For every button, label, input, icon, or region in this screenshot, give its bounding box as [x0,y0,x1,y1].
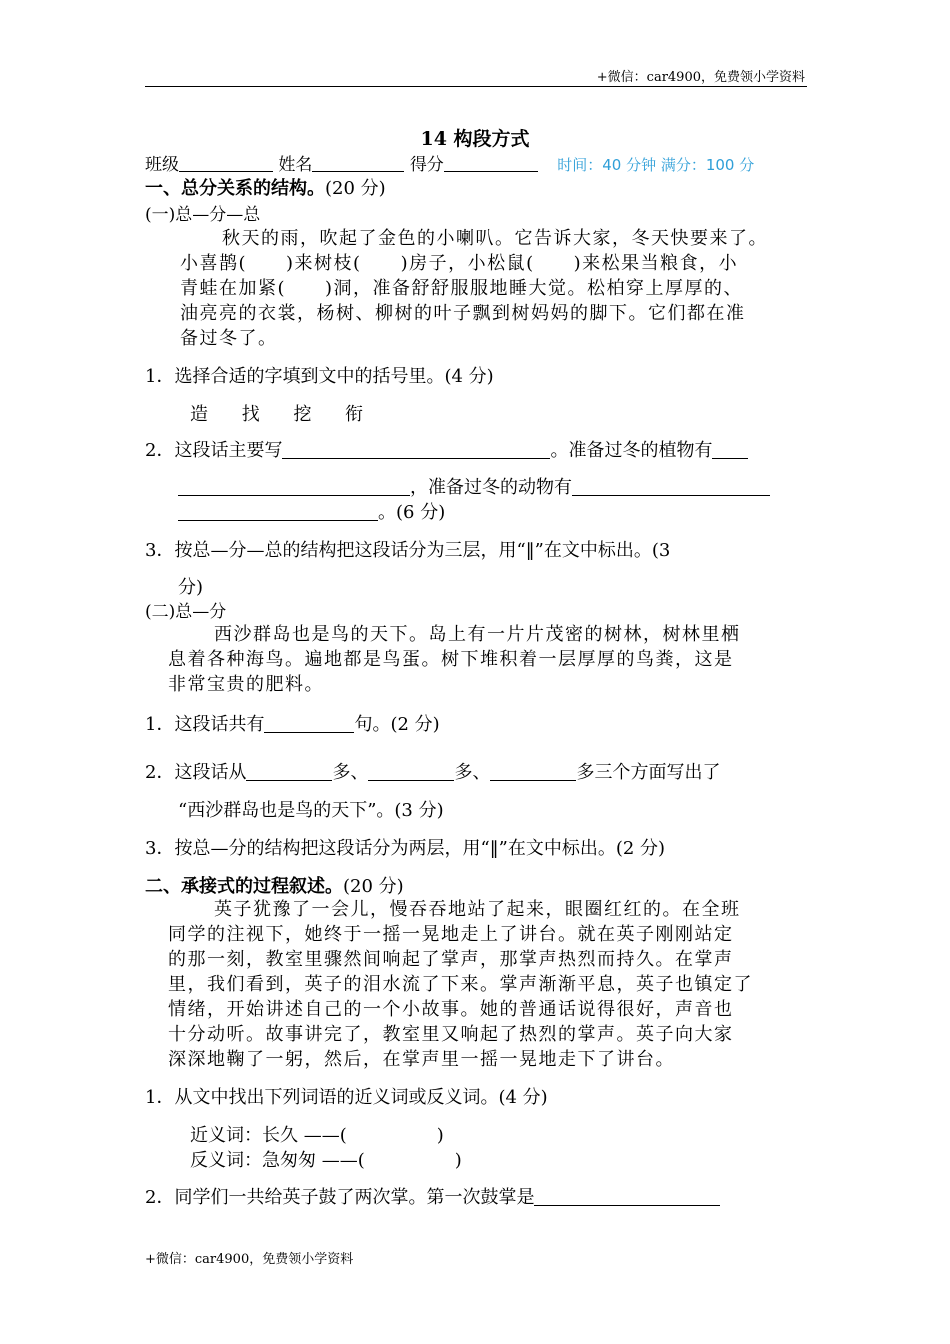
question-1-2-cont: ，准备过冬的动物有 [178,473,770,499]
answer-blank[interactable] [534,1187,720,1206]
question-1-1: 1．选择合适的字填到文中的括号里。(4 分) [145,366,494,387]
passage-line: 息着各种海鸟。遍地都是鸟蛋。树下堆积着一层厚厚的鸟粪，这是 [168,649,734,670]
answer-blank[interactable] [246,762,332,781]
passage-line: 小喜鹊( )来树枝( )房子，小松鼠( )来松果当粮食，小 [180,253,739,274]
question-1-2: 2．这段话主要写 。准备过冬的植物有 [145,436,748,462]
answer-blank[interactable] [572,477,770,496]
name-blank[interactable] [312,154,404,172]
answer-blank[interactable] [712,440,748,459]
antonym-line: 反义词：急匆匆 ——( ) [190,1150,462,1171]
question-1-3: 3．按总—分—总的结构把这段话分为三层，用“‖”在文中标出。(3 [145,540,671,561]
header-divider [145,86,807,87]
question-2-2-cont: “西沙群岛也是鸟的天下”。(3 分) [178,800,444,821]
question-1-3-cont: 分) [178,577,204,598]
name-label: 姓名 [278,155,313,175]
question-2-1: 1．这段话共有 句。(2 分) [145,714,440,735]
question-3-2: 2．同学们一共给英子鼓了两次掌。第一次鼓掌是 [145,1183,720,1209]
answer-blank[interactable] [368,762,454,781]
passage-2 [168,622,741,697]
passage-line: 十分动听。故事讲完了，教室里又响起了热烈的掌声。英子向大家 [168,1024,734,1045]
passage-line: 油亮亮的衣裳，杨树、柳树的叶子飘到树妈妈的脚下。它们都在准 [180,303,746,324]
passage-line: 的那一刻，教室里骤然间响起了掌声，那掌声热烈而持久。在掌声 [168,949,734,970]
class-blank[interactable] [179,154,273,172]
passage-line: 深深地鞠了一躬，然后，在掌声里一摇一晃地走下了讲台。 [168,1049,675,1070]
question-1-2-end: 。(6 分) [178,498,445,524]
passage-line: 里，我们看到，英子的泪水流了下来。掌声渐渐平息，英子也镇定了 [168,974,753,995]
passage-line: 西沙群岛也是鸟的天下。岛上有一片片茂密的树林，树林里栖 [214,624,741,645]
footer-note: +微信：car4900，免费领小学资料 [145,1252,354,1267]
question-2-2: 2．这段话从 多、 多、 多三个方面写出了 [145,762,721,783]
part-1-title: (一)总—分—总 [145,205,261,225]
score-blank[interactable] [444,154,538,172]
passage-line: 同学的注视下，她终于一摇一晃地走上了讲台。就在英子刚刚站定 [168,924,734,945]
section-1-title: 一、总分关系的结构。(20 分) [145,178,386,199]
question-3-1: 1．从文中找出下列词语的近义词或反义词。(4 分) [145,1087,548,1108]
passage-line: 秋天的雨，吹起了金色的小喇叭。它告诉大家，冬天快要来了。 [222,228,768,249]
answer-blank[interactable] [490,762,576,781]
passage-line: 备过冬了。 [180,328,278,349]
time-info: 时间：40 分钟 满分：100 分 [557,156,755,174]
passage-line: 非常宝贵的肥料。 [168,674,324,695]
passage-1 [180,226,768,351]
meta-line [145,150,754,175]
passage-line: 英子犹豫了一会儿，慢吞吞地站了起来，眼圈红红的。在全班 [214,899,741,920]
answer-blank[interactable] [178,502,378,521]
header-note: +微信：car4900，免费领小学资料 [596,70,805,85]
passage-line: 情绪，开始讲述自己的一个小故事。她的普通话说得很好，声音也 [168,999,734,1020]
question-2-3: 3．按总—分的结构把这段话分为两层，用“‖”在文中标出。(2 分) [145,838,666,859]
class-label: 班级 [145,155,179,175]
answer-blank[interactable] [264,714,354,733]
score-label: 得分 [409,155,444,175]
part-2-title: (二)总—分 [145,602,227,622]
passage-3 [168,897,753,1072]
page-title: 14 构段方式 [420,128,530,150]
section-2-title: 二、承接式的过程叙述。(20 分) [145,876,404,897]
answer-blank[interactable] [282,440,550,459]
synonym-line: 近义词：长久 ——( ) [190,1125,444,1146]
answer-blank[interactable] [178,477,410,496]
passage-line: 青蛙在加紧( )洞，准备舒舒服服地睡大觉。松柏穿上厚厚的、 [180,278,744,299]
choice-characters: 造 找 挖 衔 [190,404,378,425]
